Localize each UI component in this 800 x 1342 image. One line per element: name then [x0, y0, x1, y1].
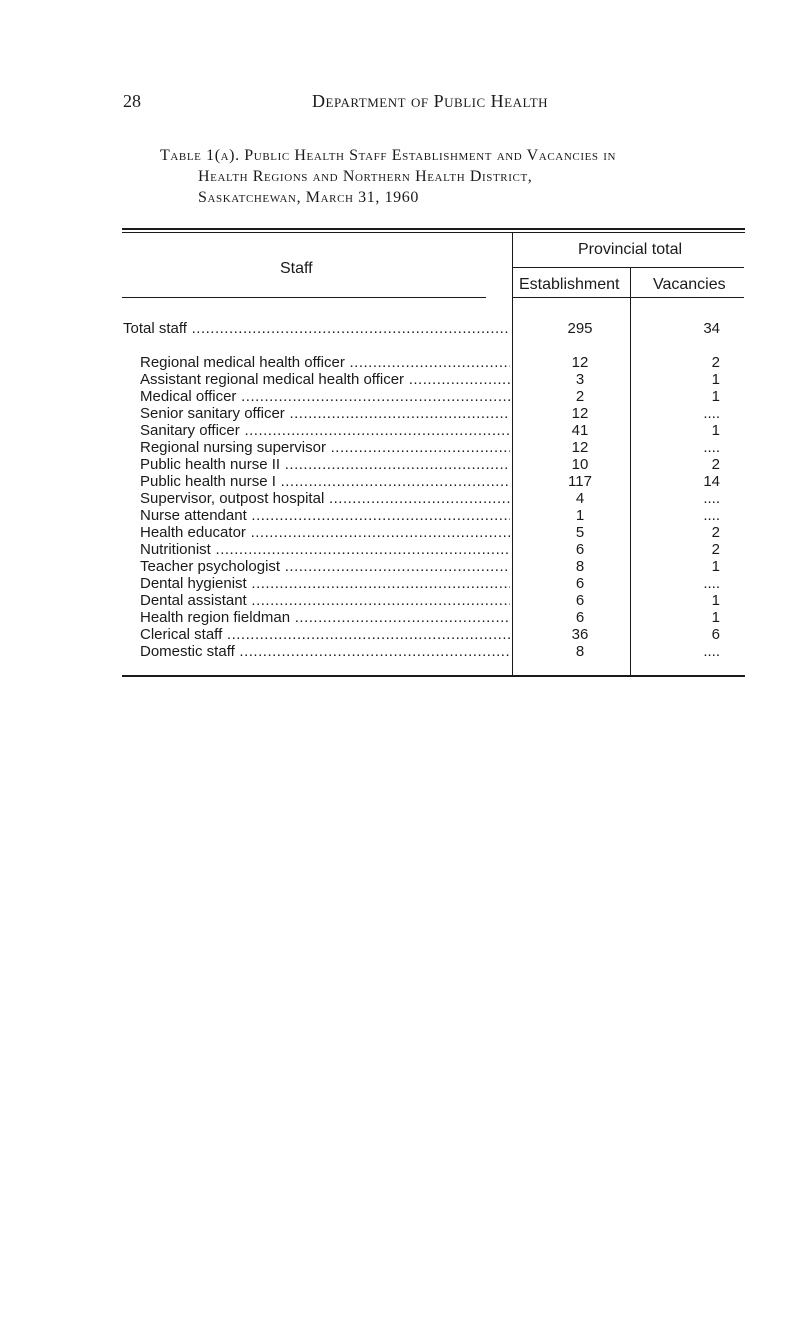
table-row — [0, 473, 800, 490]
header-staff: Staff — [280, 260, 313, 277]
row-vacancies: 1 — [711, 371, 720, 388]
table-row — [0, 575, 800, 592]
row-label: Medical officer ..... — [140, 388, 510, 405]
row-vacancies: 6 — [711, 626, 720, 643]
row-vacancies: .... — [703, 490, 720, 507]
row-label: Health educator ..... — [140, 524, 510, 541]
row-establishment: 5 — [575, 524, 585, 541]
row-label: Domestic staff ..... — [140, 643, 510, 660]
row-label: Regional medical health officer ..... — [140, 354, 510, 371]
row-label: Dental assistant ..... — [140, 592, 510, 609]
table-row — [0, 592, 800, 609]
header-establishment: Establishment — [519, 276, 620, 293]
row-establishment: 6 — [575, 592, 585, 609]
row-label: Total staff ..... — [123, 320, 510, 337]
row-label: Nutritionist ..... — [140, 541, 510, 558]
row-establishment: 12 — [571, 439, 589, 456]
header-vacancies: Vacancies — [653, 276, 726, 293]
row-vacancies: .... — [703, 507, 720, 524]
header-provincial-total: Provincial total — [578, 241, 683, 258]
table-row — [0, 371, 800, 388]
row-establishment: 3 — [575, 371, 585, 388]
row-vacancies: .... — [703, 643, 720, 660]
row-vacancies: 34 — [703, 320, 720, 337]
row-establishment: 6 — [575, 609, 585, 626]
row-vacancies: 1 — [711, 592, 720, 609]
row-label: Dental hygienist ..... — [140, 575, 510, 592]
table-caption — [160, 145, 700, 208]
running-head: Department of Public Health — [312, 91, 549, 111]
row-vacancies: .... — [703, 405, 720, 422]
table-row — [0, 388, 800, 405]
table-row — [0, 558, 800, 575]
row-vacancies: 2 — [711, 541, 720, 558]
page-number: 28 — [123, 91, 141, 111]
row-label: Nurse attendant ..... — [140, 507, 510, 524]
row-vacancies: 2 — [711, 524, 720, 541]
row-label: Assistant regional medical health officer ..... — [140, 371, 510, 388]
row-establishment: 12 — [571, 354, 589, 371]
table-row — [0, 507, 800, 524]
row-establishment: 6 — [575, 575, 585, 592]
table-row — [0, 490, 800, 507]
table-row — [0, 541, 800, 558]
table-row — [0, 643, 800, 660]
table-top-rule — [122, 228, 745, 230]
row-label: Public health nurse II ..... — [140, 456, 510, 473]
table-top-rule-inner — [122, 232, 745, 233]
row-label: Regional nursing supervisor ..... — [140, 439, 510, 456]
row-vacancies: 1 — [711, 558, 720, 575]
row-label: Sanitary officer ..... — [140, 422, 510, 439]
row-establishment: 4 — [575, 490, 585, 507]
row-label: Health region fieldman ..... — [140, 609, 510, 626]
row-vacancies: .... — [703, 439, 720, 456]
row-label: Senior sanitary officer ..... — [140, 405, 510, 422]
header-bottom-rule-right — [513, 297, 744, 298]
table-row — [0, 524, 800, 541]
caption-line-3: Saskatchewan, March 31, 1960 — [198, 189, 419, 206]
row-label: Teacher psychologist ..... — [140, 558, 510, 575]
row-vacancies: 2 — [711, 354, 720, 371]
row-label: Public health nurse I ..... — [140, 473, 510, 490]
table-row — [0, 405, 800, 422]
row-establishment: 10 — [571, 456, 589, 473]
table-row — [0, 422, 800, 439]
caption-line-2: Health Regions and Northern Health District, — [198, 168, 533, 185]
row-establishment: 117 — [568, 473, 592, 490]
row-establishment: 8 — [575, 558, 585, 575]
table-bottom-rule — [122, 675, 745, 677]
caption-line-1: Table 1(a). Public Health Staff Establishment and Vacancies in — [160, 147, 617, 164]
row-label: Supervisor, outpost hospital ..... — [140, 490, 510, 507]
row-establishment: 6 — [575, 541, 585, 558]
row-establishment: 8 — [575, 643, 585, 660]
row-vacancies: .... — [703, 575, 720, 592]
row-establishment: 41 — [571, 422, 589, 439]
table-row — [0, 626, 800, 643]
row-establishment: 295 — [567, 320, 593, 337]
table-row — [0, 439, 800, 456]
row-vacancies: 1 — [711, 422, 720, 439]
row-establishment: 1 — [575, 507, 585, 524]
row-vacancies: 2 — [711, 456, 720, 473]
table-row-total — [0, 320, 800, 337]
table-row — [0, 354, 800, 371]
row-establishment: 36 — [571, 626, 589, 643]
row-label: Clerical staff ..... — [140, 626, 510, 643]
group-header-rule — [513, 267, 744, 268]
row-vacancies: 1 — [711, 609, 720, 626]
table-row — [0, 456, 800, 473]
row-vacancies: 14 — [703, 473, 720, 490]
row-establishment: 2 — [575, 388, 585, 405]
row-establishment: 12 — [571, 405, 589, 422]
table-row — [0, 609, 800, 626]
row-vacancies: 1 — [711, 388, 720, 405]
header-bottom-rule-left — [122, 297, 486, 298]
